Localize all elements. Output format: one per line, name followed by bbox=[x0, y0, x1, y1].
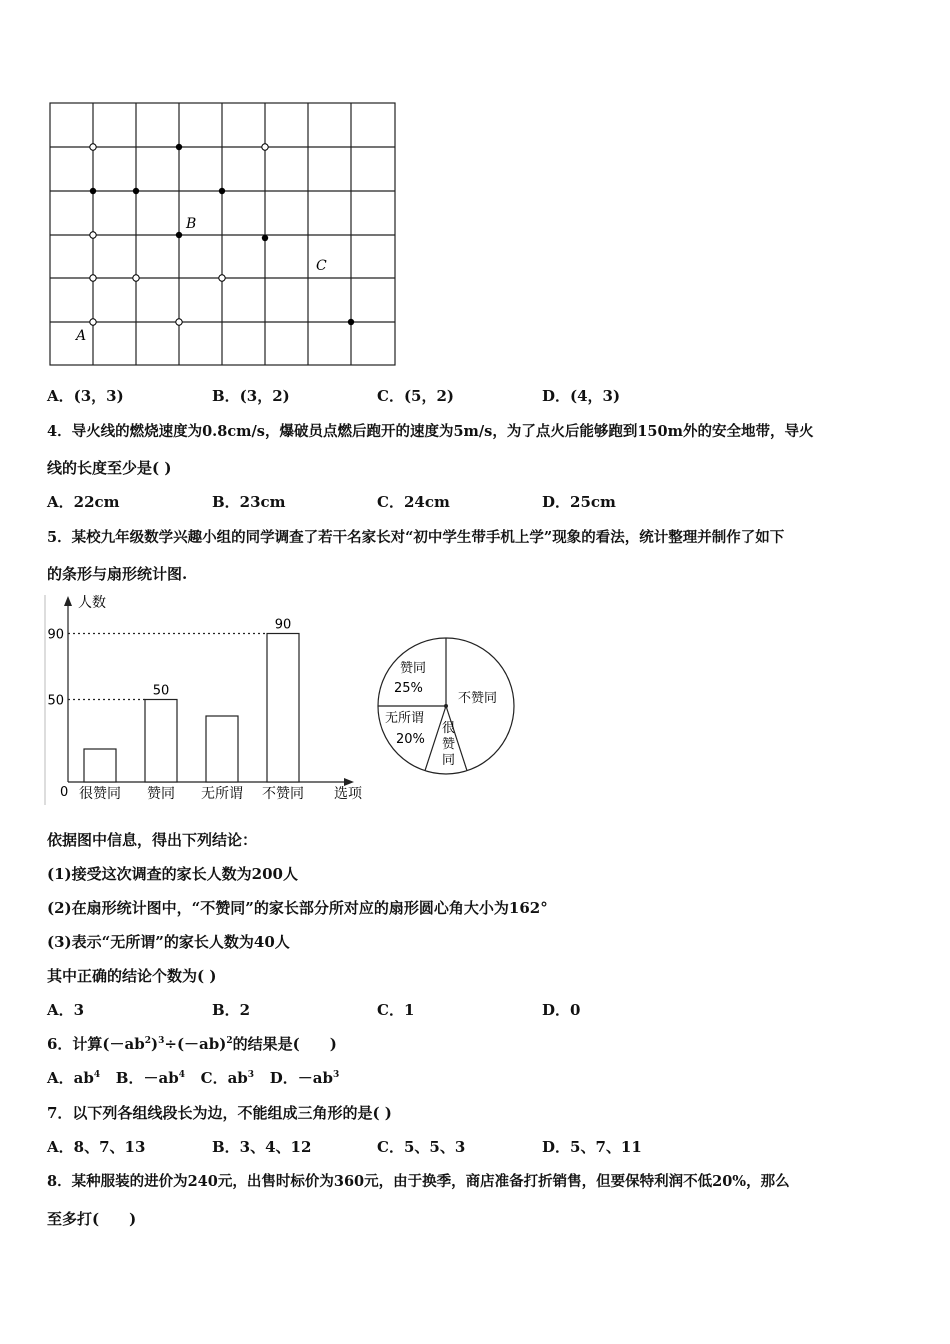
q7-option-b: B．3、4、12 bbox=[212, 1138, 312, 1156]
q3-option-c: C．(5，2) bbox=[377, 387, 455, 405]
label-c: C bbox=[316, 258, 327, 274]
bar-value-label-2: 50 bbox=[152, 683, 170, 699]
bar-4 bbox=[267, 634, 299, 783]
q7-stem: 7．以下列各组线段长为边，不能组成三角形的是( ) bbox=[47, 1104, 392, 1122]
pie-label-wusuowei: 无所谓 bbox=[385, 711, 425, 726]
y-tick-labels bbox=[47, 628, 64, 709]
q6-mid2: ÷(－ab) bbox=[164, 1035, 227, 1053]
category-label-1: 很赞同 bbox=[79, 786, 121, 802]
pie-label-henzantong bbox=[442, 721, 456, 768]
bars bbox=[84, 634, 299, 783]
q5-option-c: C．1 bbox=[377, 1001, 415, 1019]
q6-option-b: B．$-ab^4$ bbox=[115, 1069, 185, 1087]
q6-option-c: C．$ab^3$ bbox=[200, 1069, 255, 1087]
bar-3 bbox=[206, 716, 238, 782]
pie-label-zantong: 赞同 bbox=[400, 661, 427, 676]
q6-sup2: 3 bbox=[158, 1036, 165, 1046]
y-tick-label-90: 90 bbox=[47, 627, 64, 643]
q5-ask: 其中正确的结论个数为( ) bbox=[47, 967, 217, 985]
pie-pct-zantong: 25% bbox=[394, 681, 423, 696]
q5-option-d: D．0 bbox=[542, 1001, 581, 1019]
category-label-3: 无所谓 bbox=[201, 786, 243, 802]
q3-option-b: B．(3，2) bbox=[212, 387, 290, 405]
bar-value-label-4: 90 bbox=[274, 617, 292, 633]
grid-figure bbox=[40, 95, 410, 375]
bar-chart bbox=[40, 590, 380, 810]
pie-label-henzantong-char-2: 赞 bbox=[442, 737, 456, 752]
pie-label-henzantong-char-3: 同 bbox=[442, 753, 456, 768]
label-a: A bbox=[76, 328, 87, 344]
q6-prefix: 6．计算(－ab bbox=[47, 1035, 145, 1053]
q6-options bbox=[47, 1067, 339, 1088]
x-axis-label: 选项 bbox=[334, 786, 362, 802]
q4-option-c: C．24cm bbox=[377, 493, 450, 511]
q7-option-a: A．8、7、13 bbox=[47, 1138, 146, 1156]
q7-option-c: C．5、5、3 bbox=[377, 1138, 466, 1156]
q4-stem-line2: 线的长度至少是( ) bbox=[47, 459, 172, 477]
q5-stem-line2: 的条形与扇形统计图. bbox=[47, 565, 188, 583]
category-label-2: 赞同 bbox=[147, 786, 175, 802]
y-tick-label-50: 50 bbox=[47, 693, 64, 709]
q3-option-a: A．(3，3) bbox=[47, 387, 124, 405]
q6-suffix: 的结果是( ) bbox=[232, 1035, 337, 1053]
y-axis-arrow bbox=[64, 596, 72, 606]
pie-label-buzantong: 不赞同 bbox=[458, 691, 498, 706]
pie-center bbox=[444, 704, 448, 708]
q5-option-b: B．2 bbox=[212, 1001, 251, 1019]
q4-stem-line1: 4．导火线的燃烧速度为0.8cm/s，爆破员点燃后跑开的速度为5m/s，为了点火后能够跑到150m外的安全地带，导火 bbox=[47, 423, 814, 440]
pie-label-henzantong-char-1: 很 bbox=[442, 721, 456, 736]
q6-stem bbox=[47, 1033, 337, 1054]
bar-2 bbox=[145, 700, 177, 783]
q6-mid1: ) bbox=[151, 1035, 159, 1053]
pie-chart bbox=[370, 600, 530, 785]
y-axis-label: 人数 bbox=[78, 595, 106, 611]
q4-option-d: D．25cm bbox=[542, 493, 616, 511]
q5-info: 依据图中信息，得出下列结论： bbox=[47, 831, 258, 849]
q5-conclusion-1: (1)接受这次调查的家长人数为200人 bbox=[47, 865, 298, 883]
grid-lines bbox=[50, 103, 395, 365]
q6-sup1: 2 bbox=[144, 1036, 152, 1046]
q5-option-a: A．3 bbox=[47, 1001, 85, 1019]
category-labels bbox=[79, 785, 304, 802]
q5-stem-line1: 5．某校九年级数学兴趣小组的同学调查了若干名家长对“初中学生带手机上学”现象的看法，统计整理并制作了如下 bbox=[47, 529, 785, 546]
q5-conclusion-3: (3)表示“无所谓”的家长人数为40人 bbox=[47, 933, 290, 951]
q6-sup3: 2 bbox=[226, 1036, 233, 1046]
bar-1 bbox=[84, 749, 116, 782]
q6-option-a: A．$ab^4$ bbox=[47, 1069, 101, 1087]
pie-pct-wusuowei: 20% bbox=[396, 732, 425, 747]
q8-stem-line1: 8．某种服装的进价为240元，出售时标价为360元，由于换季，商店准备打折销售，但要保特利润不低20%，那么 bbox=[47, 1173, 790, 1190]
q4-option-b: B．23cm bbox=[212, 493, 286, 511]
origin-label: 0 bbox=[60, 785, 69, 800]
q6-option-d: D．$-ab^3$ bbox=[269, 1069, 340, 1087]
label-b: B bbox=[186, 216, 197, 232]
q5-conclusion-2: (2)在扇形统计图中，“不赞同”的家长部分所对应的扇形圆心角大小为162° bbox=[47, 899, 548, 917]
x-axis-arrow bbox=[344, 778, 354, 786]
q7-option-d: D．5、7、11 bbox=[542, 1138, 642, 1156]
category-label-4: 不赞同 bbox=[262, 786, 304, 802]
q3-option-d: D．(4，3) bbox=[542, 387, 621, 405]
q8-stem-line2: 至多打( ) bbox=[47, 1210, 137, 1228]
q4-option-a: A．22cm bbox=[47, 493, 120, 511]
